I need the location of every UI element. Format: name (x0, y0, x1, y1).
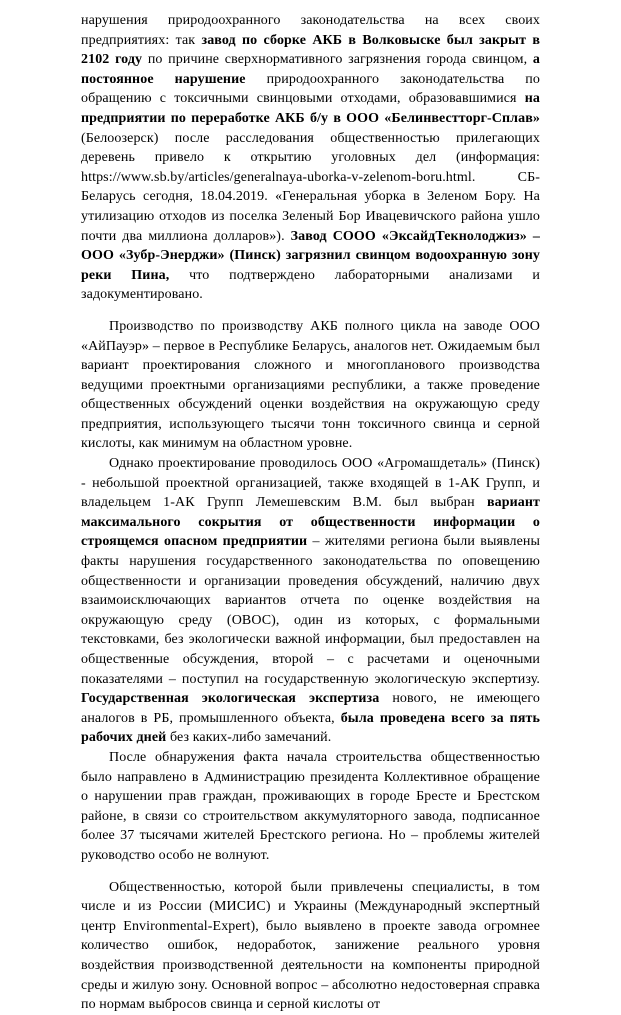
text-run: Производство по производству АКБ полного цикла на заводе ООО «АйПауэр» – первое в Республике Беларусь, аналогов нет. Ожидаемым был вариант проектирования сложного и многопланового производства ведущими проектными организациями республики, а также проведение общественных обсуждений оценки воздействия на окружающую среду предприятия, использующего тысячи тонн токсичного свинца и серной кислоты, как минимум на областном уровне. (81, 318, 540, 452)
bold-text-run: Государственная экологическая экспертиза (81, 691, 380, 707)
text-run: природоохранного законодательства по обращению с токсичными свинцовыми отходами, образовавшимися (81, 71, 540, 107)
paragraph (81, 748, 540, 866)
paragraph (81, 11, 540, 305)
paragraph (81, 317, 540, 454)
text-run: по причине сверхнормативного загрязнения города свинцом, (142, 52, 533, 68)
bold-text-run: а постоянное нарушение (81, 52, 540, 87)
bold-text-run: Завод СООО «ЭксайдТекнолоджиз» – ООО «Зубр-Энерджи» (Пинск) загрязнил свинцом водоохранную зону реки Пина, (81, 228, 540, 283)
paragraph (81, 878, 540, 1015)
text-run: Общественностью, которой были привлечены специалисты, в том числе и из России (МИСИС) и Украины (Международный экспертный центр Environmental-Expert), было выявлено в проекте завода огромнее количество ошибок, недоработок, занижение реального уровня воздействия производственной деятельности на компоненты природной среды и жилую зону. Основной вопрос – абсолютно недостоверная справка по нормам выбросов свинца и серной кислоты от (81, 879, 540, 1013)
text-run: без каких-либо замечаний. (166, 730, 332, 746)
paragraph (81, 454, 540, 748)
bold-text-run: на предприятии по переработке АКБ б/у в ООО «Белинвестторг-Сплав» (81, 91, 540, 126)
text-run: Однако проектирование проводилось ООО «Агромашдеталь» (Пинск) - небольшой проектной организацией, также входящей в 1-АК Групп, и владельцем 1-АК Групп Лемешевским В.М. был выбран (81, 456, 540, 511)
bold-text-run: вариант максимального сокрытия от общественности информации о строящемся опасном предприятии (81, 495, 540, 550)
text-run: После обнаружения факта начала строительства общественностью было направлено в Администрацию президента Коллективное обращение о нарушении прав граждан, проживающих в городе Бресте и Брестском районе, в связи со строительством аккумуляторного завода, подписанное более 37 тысячами жителей Брестского региона. Но – проблемы жителей руководство особо не волнуют. (81, 749, 540, 863)
bold-text-run: была проведена всего за пять рабочих дней (81, 710, 540, 746)
document-body (81, 11, 540, 1015)
text-run: что подтверждено лабораторными анализами и задокументировано. (81, 267, 540, 303)
text-run: – жителями региона были выявлены факты нарушения государственного законодательства по оповещению общественности и организации проведения обсуждений, наличию двух взаимоисключающих вариантов отчета по оценке воздействия на окружающую среду (ОВОС), один из которых, с формальными текстовками, без экологически важной информации, был предоставлен на общественные обсуждения, второй – с расчетами и оценочными показателями – поступил на государственную экологическую экспертизу. (81, 534, 541, 687)
text-run: (Белоозерск) после расследования общественностью прилегающих деревень привело к открытию уголовных дел (информация: https://www.sb.by/articles/generalnaya-uborka-v-zelenom-boru.html. СБ-Беларусь сегодня, 18.04.2019. «Генеральная уборка в Зеленом Бору. На утилизацию отходов из поселка Зеленый Бор Ивацевичского района ушло почти два миллиона долларов»). (81, 130, 540, 244)
text-run: нового, не имеющего аналогов в РБ, промышленного объекта, (81, 691, 540, 726)
bold-text-run: завод по сборке АКБ в Волковыске был закрыт в 2102 году (81, 32, 540, 68)
text-run: нарушения природоохранного законодательства на всех своих предприятиях: так (81, 13, 540, 48)
